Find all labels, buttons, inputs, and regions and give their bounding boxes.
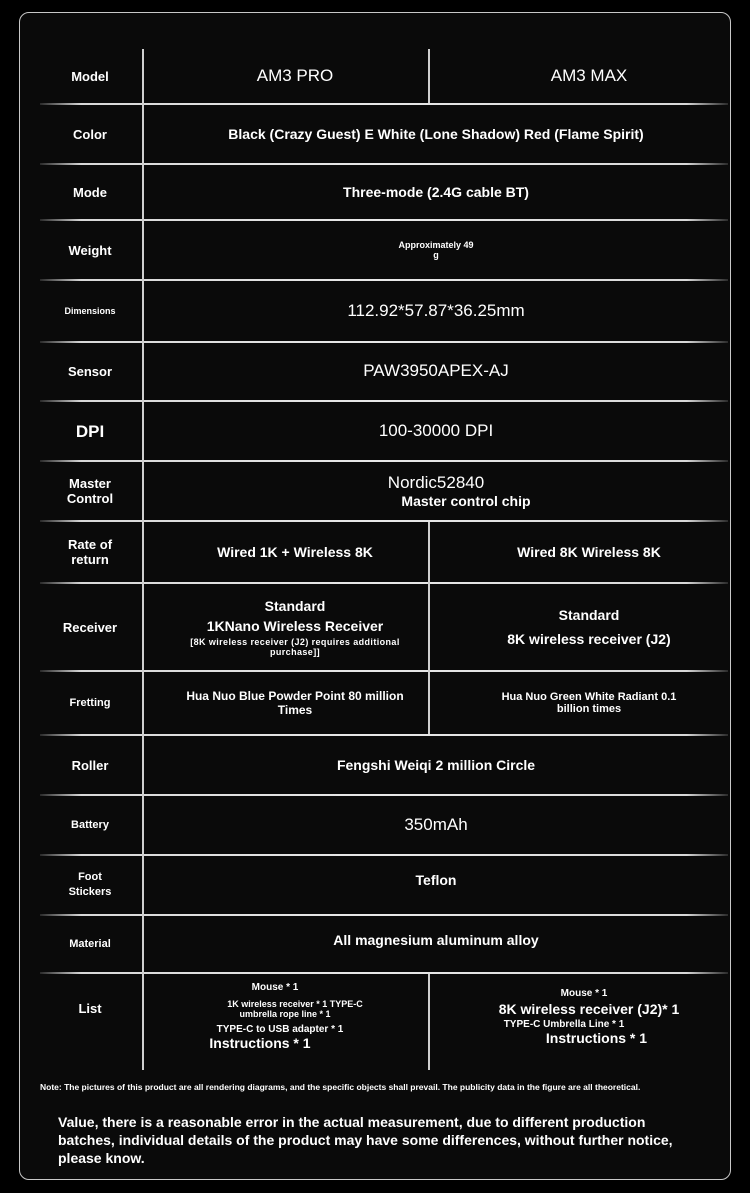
label-fretting: Fretting (69, 696, 111, 709)
value-weight (144, 221, 728, 279)
value-master-control-line2: Master control chip (401, 493, 531, 509)
value-master-control-line1: Nordic52840 (387, 473, 485, 492)
value-fretting-pro (144, 672, 446, 734)
value-roller: Fengshi Weiqi 2 million Circle (336, 757, 536, 773)
value-receiver-max-line1: Standard (558, 607, 620, 623)
value-list-pro-line1: Mouse * 1 (251, 982, 299, 993)
label-battery: Battery (71, 818, 109, 831)
value-receiver-pro-line1: Standard (264, 597, 326, 614)
label-material: Material (69, 937, 111, 950)
value-color: Black (Crazy Guest) E White (Lone Shadow) Red (Flame Spirit) (228, 126, 644, 142)
disclaimer-note: Note: The pictures of this product are all rendering diagrams, and the specific objects shall prevail. The publicity data in the figure are all theoretical. (40, 1082, 641, 1092)
label-master-control-line2: Control (66, 491, 114, 506)
value-receiver-pro (144, 584, 446, 670)
label-model: Model (71, 68, 109, 84)
column-divider-model (428, 49, 430, 103)
value-foot-stickers: Teflon (415, 872, 457, 888)
value-rate-pro: Wired 1K + Wireless 8K (217, 544, 373, 560)
label-receiver: Receiver (62, 619, 118, 635)
value-dpi: 100-30000 DPI (378, 421, 494, 440)
value-receiver-pro-line4: purchase]] (269, 646, 320, 657)
value-battery: 350mAh (404, 815, 468, 834)
value-list-pro-line5: Instructions * 1 (209, 1035, 311, 1051)
label-roller: Roller (71, 757, 109, 773)
label-foot-line1: Foot (78, 871, 102, 883)
label-list: List (78, 1000, 102, 1016)
column-divider-rate-receiver-fretting (428, 522, 430, 734)
value-fretting-pro-line1: Hua Nuo Blue Powder Point 80 million (186, 689, 404, 703)
value-list-pro-line3: umbrella rope line * 1 (239, 1009, 331, 1019)
value-model-max: AM3 MAX (550, 66, 628, 85)
label-weight: Weight (68, 242, 112, 258)
value-master-control (144, 462, 728, 520)
label-foot-line2: Stickers (68, 886, 112, 898)
label-color: Color (73, 126, 107, 142)
column-divider-list (428, 974, 430, 1070)
value-receiver-pro-line2: 1KNano Wireless Receiver (206, 617, 384, 634)
value-list-max-line4: Instructions * 1 (545, 1030, 648, 1046)
label-master-control (40, 462, 140, 520)
value-list-pro-line4: TYPE-C to USB adapter * 1 (216, 1024, 344, 1035)
value-sensor: PAW3950APEX-AJ (363, 361, 509, 380)
value-list-pro (144, 974, 446, 1070)
value-receiver-max (450, 584, 728, 670)
value-fretting-max (450, 672, 728, 734)
disclaimer-body: Value, there is a reasonable error in the actual measurement, due to different production batches, individual details of the product may have some differences, without further notice, please know. (58, 1114, 673, 1166)
column-divider-label (142, 49, 144, 1070)
value-fretting-pro-line2: Times (277, 703, 313, 717)
label-rate-of-return (40, 522, 140, 582)
label-sensor: Sensor (67, 363, 113, 379)
value-list-max-line1: Mouse * 1 (560, 988, 608, 999)
spec-table-frame (19, 12, 731, 1180)
label-rate-line1: Rate of (67, 537, 113, 552)
label-master-control-line1: Master (69, 476, 111, 491)
value-weight-line1: Approximately 49 (398, 240, 474, 250)
label-rate-line2: return (71, 552, 109, 567)
value-list-max-line3: TYPE-C Umbrella Line * 1 (503, 1019, 625, 1030)
value-mode: Three-mode (2.4G cable BT) (343, 184, 529, 200)
value-list-max-line2: 8K wireless receiver (J2)* 1 (498, 1001, 680, 1017)
label-foot-stickers (40, 856, 140, 914)
value-receiver-pro-line3: [8K wireless receiver (J2) requires additional (190, 636, 400, 647)
label-dpi: DPI (75, 421, 105, 441)
value-model-pro: AM3 PRO (256, 66, 334, 85)
value-material: All magnesium aluminum alloy (333, 932, 539, 948)
value-fretting-max-line1: Hua Nuo Green White Radiant 0.1 (501, 691, 677, 703)
value-list-max (450, 974, 728, 1070)
value-list-pro-line2: 1K wireless receiver * 1 TYPE-C (227, 999, 363, 1009)
value-dimensions: 112.92*57.87*36.25mm (347, 301, 525, 320)
label-mode: Mode (73, 184, 107, 200)
value-weight-line2: g (433, 250, 439, 260)
label-dimensions: Dimensions (64, 305, 116, 316)
value-fretting-max-line2: billion times (556, 703, 622, 715)
value-rate-max: Wired 8K Wireless 8K (517, 544, 661, 560)
value-receiver-max-line2: 8K wireless receiver (J2) (507, 631, 671, 647)
